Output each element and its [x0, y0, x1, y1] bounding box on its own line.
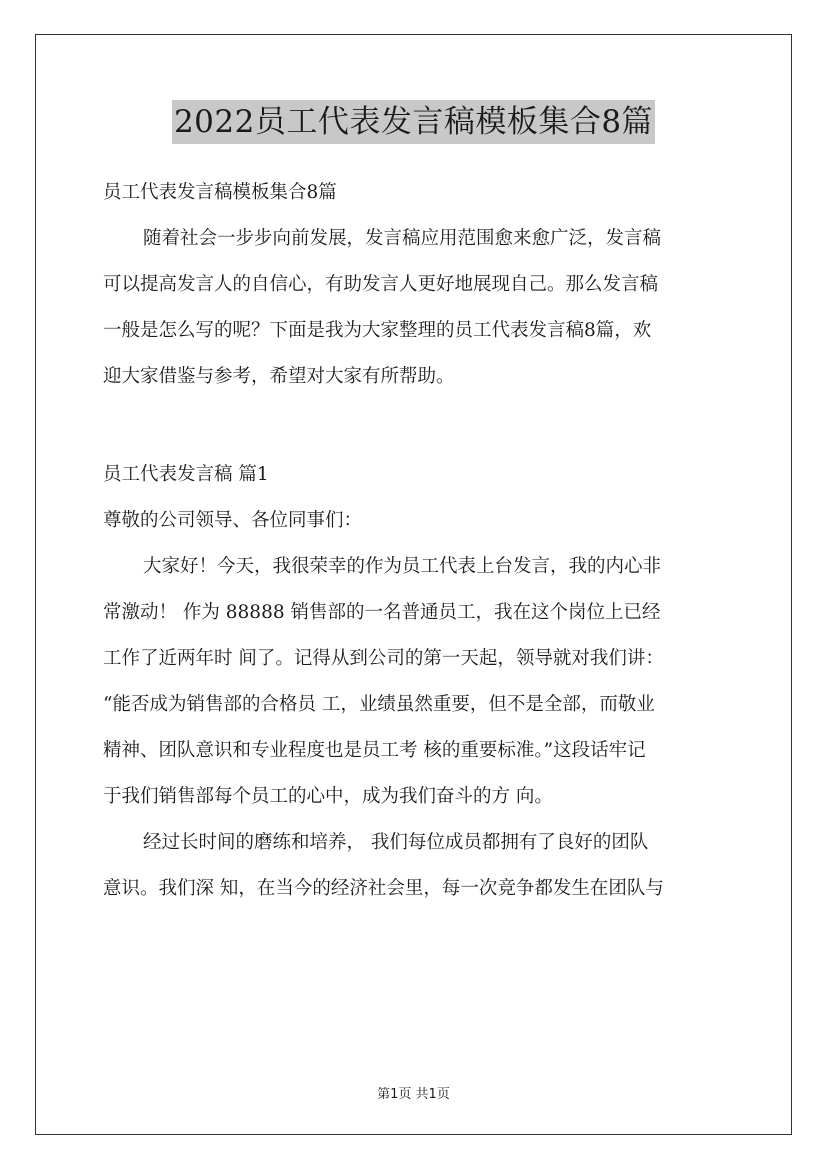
page-footer: 第1页 共1页: [377, 1087, 450, 1102]
paragraph-line: 大家好！今天，我很荣幸的作为员工代表上台发言，我的内心非: [143, 556, 662, 577]
paragraph-line: 于我们销售部每个员工的心中，成为我们奋斗的方 向。: [103, 786, 553, 807]
paragraph-line: 精神、团队意识和专业程度也是员工考 核的重要标准。”这段话牢记: [103, 740, 646, 761]
subtitle: 员工代表发言稿模板集合8篇: [103, 182, 337, 203]
intro-line: 随着社会一步步向前发展，发言稿应用范围愈来愈广泛，发言稿: [143, 228, 662, 249]
intro-line: 一般是怎么写的呢？下面是我为大家整理的员工代表发言稿8篇，欢: [103, 320, 652, 341]
document-title: 2022员工代表发言稿模板集合8篇: [172, 100, 655, 144]
paragraph-line: 常激动！ 作为 88888 销售部的一名普通员工，我在这个岗位上已经: [103, 602, 661, 623]
spacer: [103, 400, 727, 452]
paragraph-line: 经过长时间的磨练和培养， 我们每位成员都拥有了良好的团队: [143, 832, 649, 853]
section-heading: 员工代表发言稿 篇1: [103, 464, 269, 485]
intro-line: 迎大家借鉴与参考，希望对大家有所帮助。: [103, 366, 455, 387]
title-container: [0, 100, 827, 144]
intro-line: 可以提高发言人的自信心，有助发言人更好地展现自己。那么发言稿: [103, 274, 659, 295]
paragraph-line: “能否成为销售部的合格员 工，业绩虽然重要，但不是全部，而敬业: [103, 694, 655, 715]
salutation: 尊敬的公司领导、各位同事们：: [103, 510, 363, 531]
paragraph-line: 意识。我们深 知，在当今的经济社会里，每一次竞争都发生在团队与: [103, 878, 664, 899]
document-body: [103, 170, 727, 912]
paragraph-line: 工作了近两年时 间了。记得从到公司的第一天起，领导就对我们讲：: [103, 648, 664, 669]
